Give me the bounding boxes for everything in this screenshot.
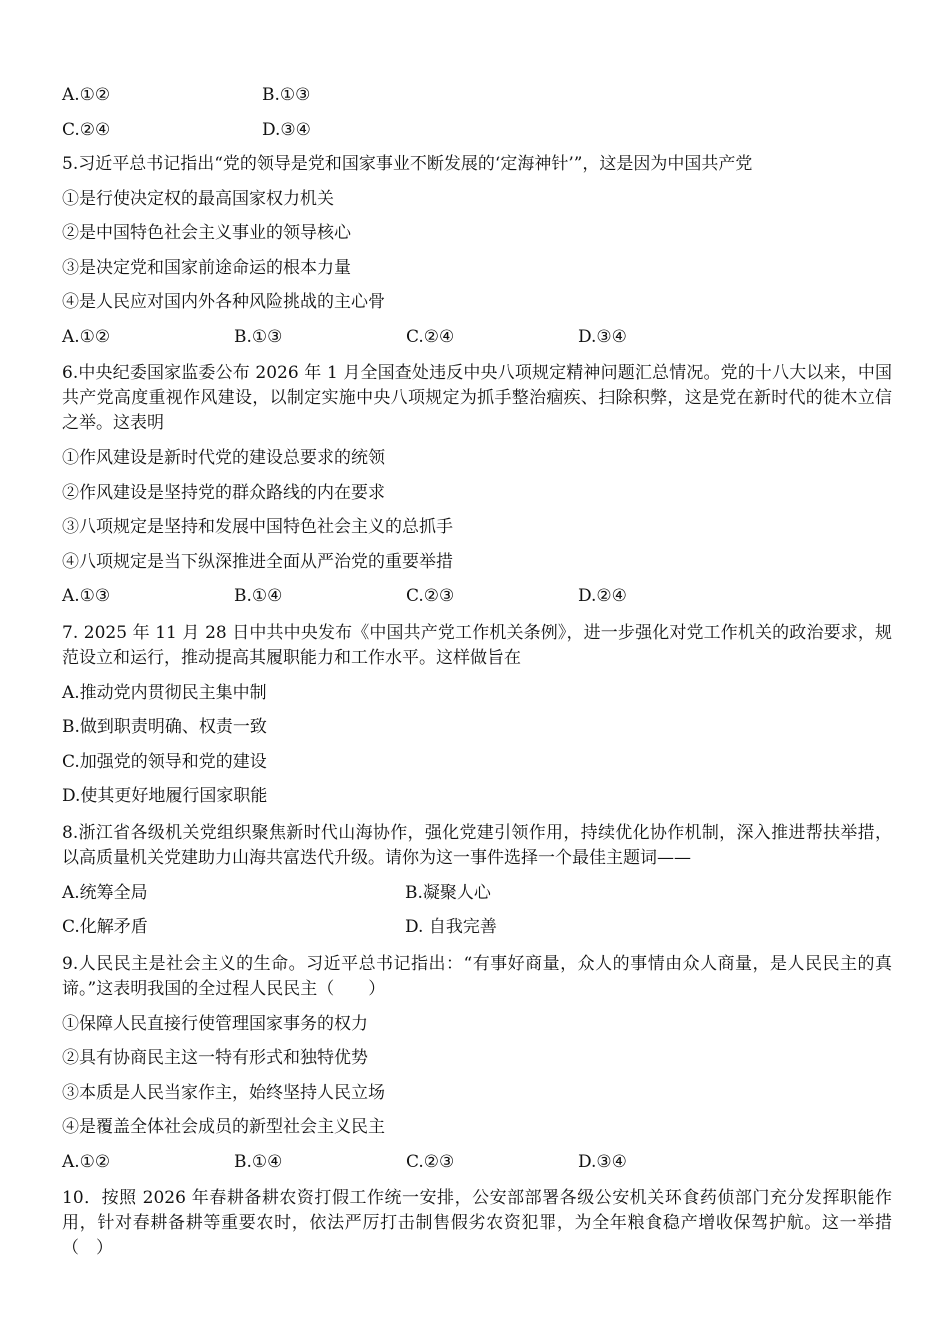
q8-option-d: D. 自我完善: [405, 917, 497, 937]
q4-option-b: B.①③: [262, 85, 311, 105]
q4-options-row-1: [62, 78, 892, 113]
q6-item-1: ①作风建设是新时代党的建设总要求的统领: [62, 448, 385, 468]
q5-option-d: D.③④: [578, 326, 627, 347]
q4-option-d: D.③④: [262, 119, 311, 140]
q6-option-c: C.②③: [406, 586, 455, 606]
q5-option-a: A.①②: [62, 326, 111, 347]
q4-option-a: A.①②: [62, 85, 111, 105]
q9-option-d: D.③④: [578, 1151, 627, 1172]
q9-options: [62, 1145, 892, 1180]
q5-option-c: C.②④: [406, 326, 455, 347]
q6-item-2: ②作风建设是坚持党的群众路线的内在要求: [62, 482, 385, 503]
q7-option-d: D.使其更好地履行国家职能: [62, 786, 268, 806]
q5-option-b: B.①③: [234, 326, 283, 347]
q7-option-a: A.推动党内贯彻民主集中制: [62, 682, 267, 703]
q6-option-a: A.①③: [62, 586, 111, 606]
q6-item-3: ③八项规定是坚持和发展中国特色社会主义的总抓手: [62, 517, 453, 537]
q9-option-c: C.②③: [406, 1151, 455, 1172]
q6-option-b: B.①④: [234, 586, 283, 606]
q9-item-2: ②具有协商民主这一特有形式和独特优势: [62, 1048, 368, 1068]
q6-item-4: ④八项规定是当下纵深推进全面从严治党的重要举措: [62, 551, 453, 572]
q9-item-1: ①保障人民直接行使管理国家事务的权力: [62, 1013, 368, 1034]
q8-option-c: C.化解矛盾: [62, 917, 148, 937]
q8-option-a: A.统筹全局: [62, 882, 148, 903]
q5-options: [62, 320, 892, 355]
q7-stem: 7. 2025 年 11 月 28 日中共中央发布《中国共产党工作机关条例》，进一步强化对党工作机关的政治要求，规范设立和运行，推动提高其履职能力和工作水平。这样做旨在: [62, 622, 892, 668]
q8-options-row-1: [62, 876, 892, 911]
q5-item-2: ②是中国特色社会主义事业的领导核心: [62, 223, 351, 243]
q5-item-3: ③是决定党和国家前途命运的根本力量: [62, 257, 351, 278]
exam-page: [62, 78, 892, 1266]
q5-stem: 5.习近平总书记指出“党的领导是党和国家事业不断发展的‘定海神针’”，这是因为中国共产党: [62, 154, 753, 174]
q9-option-b: B.①④: [234, 1151, 283, 1172]
q6-options: [62, 579, 892, 614]
q9-stem: 9.人民民主是社会主义的生命。习近平总书记指出：“有事好商量，众人的事情由众人商量，是人民民主的真谛。”这表明我国的全过程人民民主（ ）: [62, 953, 892, 999]
q7-option-b: B.做到职责明确、权责一致: [62, 717, 267, 737]
q8-stem: 8.浙江省各级机关党组织聚焦新时代山海协作，强化党建引领作用，持续优化协作机制，深入推进帮扶举措，以高质量机关党建助力山海共富迭代升级。请你为这一事件选择一个最佳主题词——: [62, 822, 892, 868]
q6-option-d: D.②④: [578, 586, 627, 606]
q9-option-a: A.①②: [62, 1151, 111, 1172]
q9-item-3: ③本质是人民当家作主，始终坚持人民立场: [62, 1082, 385, 1103]
q5-item-1: ①是行使决定权的最高国家权力机关: [62, 188, 334, 209]
q4-options-row-2: [62, 113, 892, 148]
q5-item-4: ④是人民应对国内外各种风险挑战的主心骨: [62, 292, 385, 312]
q7-option-c: C.加强党的领导和党的建设: [62, 751, 267, 772]
q8-options-row-2: [62, 910, 892, 945]
q4-option-c: C.②④: [62, 119, 111, 140]
q6-stem: 6.中央纪委国家监委公布 2026 年 1 月全国查处违反中央八项规定精神问题汇总情况。党的十八大以来，中国共产党高度重视作风建设，以制定实施中央八项规定为抓手整治痼疾、扫除积弊，这是党在新时代的徙木立信之举。这表明: [62, 363, 892, 433]
q9-item-4: ④是覆盖全体社会成员的新型社会主义民主: [62, 1117, 385, 1137]
q10-stem: 10．按照 2026 年春耕备耕农资打假工作统一安排，公安部部署各级公安机关环食药侦部门充分发挥职能作用，针对春耕备耕等重要农时，依法严厉打击制售假劣农资犯罪，为全年粮食稳产增收保驾护航。这一举措（ ）: [62, 1188, 892, 1258]
q8-option-b: B.凝聚人心: [405, 882, 491, 903]
